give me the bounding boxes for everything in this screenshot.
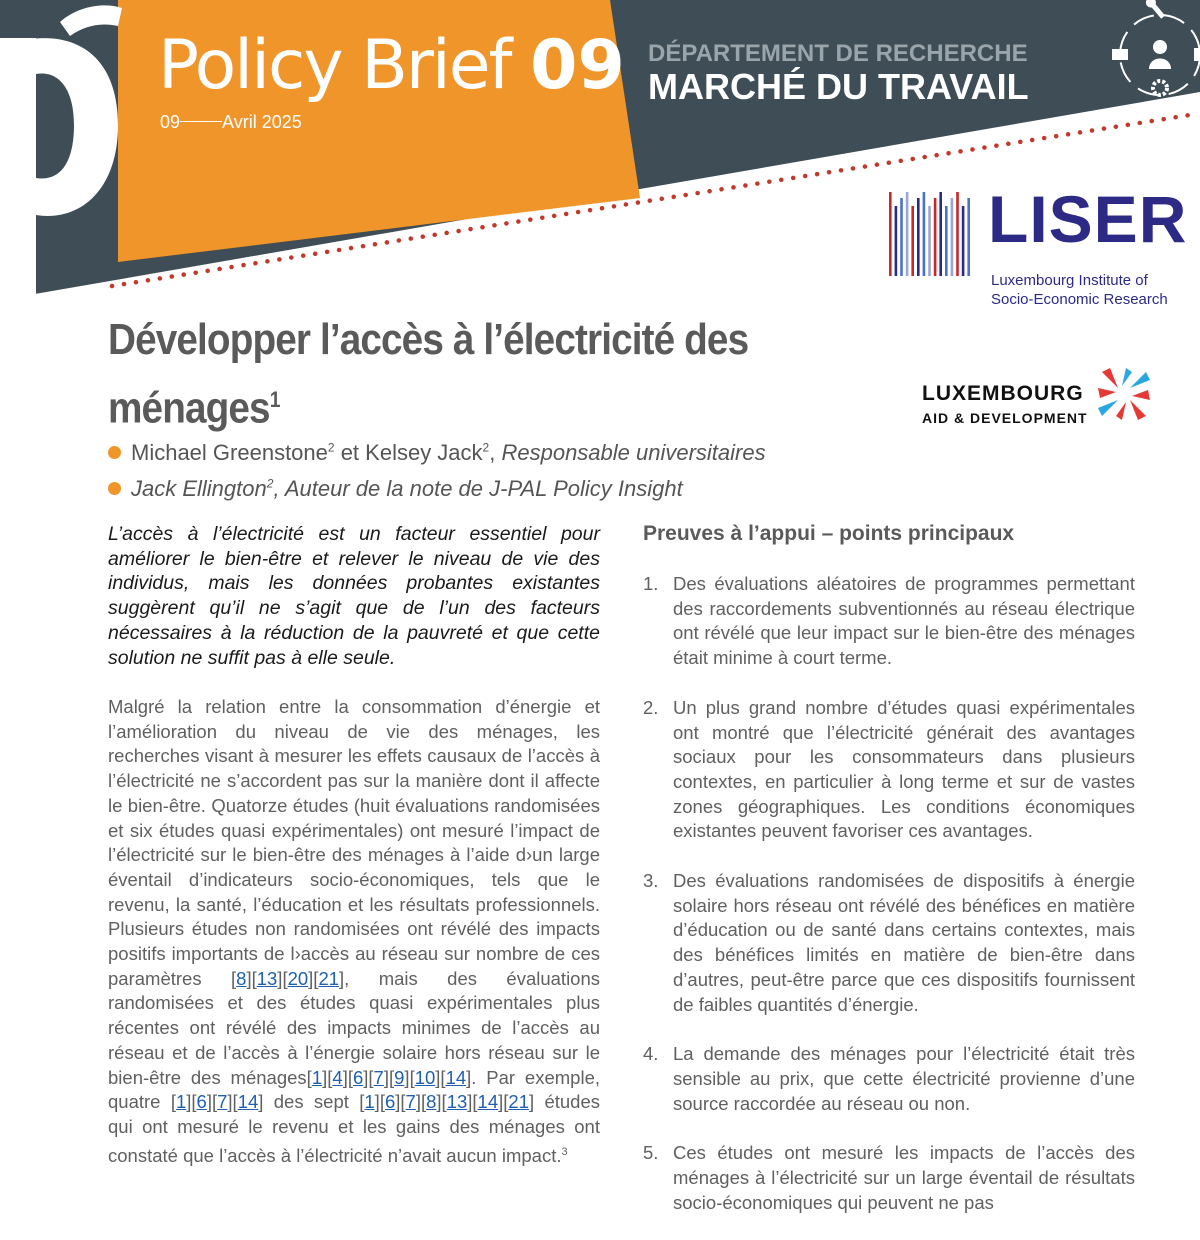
grid-icon bbox=[1194, 48, 1200, 61]
reference-link[interactable]: 6 bbox=[196, 1091, 207, 1113]
body-paragraph: Malgré la relation entre la consommation d’énergie et l’amélioration du niveau de vie des ménages, les recherches visant à mesurer les effets causaux de l’accès à l’électricité ne s’accordent pas sur la manière dont il affecte le bien-être. Quatorze études (huit évaluations randomisées et six études quasi expérimentales) ont mesuré l’impact de l’électricité sur le bien-être des ménages à l’aide d›un large éventail d’indicateurs socio-économiques, tels que le revenu, la santé, l’éducation et les résultats professionnels. Plusieurs études non randomisées ont révélé des impacts positifs importants de l›accès au réseau sur nombre de ces paramètres [8][13][20][21], mais des évaluations randomisées et des études quasi expérimentales plus récentes ont révélé des impacts minimes de l’accès au réseau et de l’accès à l’énergie solaire hors réseau sur le bien-être des ménages[1][4][6][7][9][10][14]. Par exemple, quatre [1][6][7][14] des sept [1][6][7][8][13][14][21] études qui ont mesuré le revenu et les gains des ménages ont constaté que l’accès à l’électricité n’avait aucun impact.$^3$ bbox=[108, 696, 601, 1166]
reference-links-2[interactable]: [1][4][6][7][9][10][14] bbox=[306, 1066, 472, 1088]
barcode-stripe bbox=[939, 192, 942, 276]
reference-links-3[interactable]: [1][6][7][14] bbox=[170, 1091, 264, 1113]
liser-subtitle-1: Luxembourg Institute of bbox=[991, 272, 1148, 289]
liser-subtitle-2: Socio-Economic Research bbox=[991, 291, 1168, 308]
barcode-stripe bbox=[906, 192, 909, 276]
department-label: DÉPARTEMENT DE RECHERCHE bbox=[648, 40, 1028, 67]
lux-aid-subtitle: AID & DEVELOPMENT bbox=[922, 410, 1088, 426]
reference-links-4[interactable]: [1][6][7][8][13][14][21] bbox=[359, 1091, 535, 1113]
body-footnote: 3 bbox=[561, 1145, 568, 1158]
evidence-item-2: 2. Un plus grand nombre d’études quasi expérimentales ont montré que l’électricité générait des avantages sociaux pour les consommateurs dans plusieurs contextes, en particulier à long terme et sur de vastes zones géographiques. Les conditions économiques existantes peuvent favoriser ces avantages. bbox=[643, 696, 1135, 842]
series-title: Policy Brief 09 bbox=[158, 26, 625, 105]
issue-date: Avril 2025 bbox=[222, 112, 302, 132]
reference-link[interactable]: 10 bbox=[414, 1066, 436, 1088]
department-name: MARCHÉ DU TRAVAIL bbox=[648, 66, 1029, 107]
envelope-icon bbox=[1112, 49, 1128, 60]
barcode-stripe bbox=[928, 206, 931, 276]
issue-date-line bbox=[160, 112, 302, 133]
bullet-icon bbox=[108, 446, 121, 459]
luxembourg-aid-logo bbox=[922, 362, 1162, 432]
barcode-stripe bbox=[934, 198, 937, 276]
lux-aid-mark-icon bbox=[1092, 362, 1156, 426]
reference-link[interactable]: 9 bbox=[394, 1066, 405, 1088]
author-role: Responsable universitaires bbox=[501, 440, 766, 465]
barcode-stripe bbox=[962, 206, 965, 276]
evidence-item-4: 4. La demande des ménages pour l’électricité était très sensible au prix, que cette électricité provienne d’une source raccordée au réseau ou non. bbox=[643, 1043, 1135, 1114]
barcode-stripe bbox=[923, 192, 926, 276]
reference-link[interactable]: 7 bbox=[405, 1091, 416, 1113]
barcode-stripe bbox=[900, 198, 903, 276]
evidence-item-1: 1. Des évaluations aléatoires de programmes permettant des raccordements subventionnés au réseau électrique ont révélé que leur impact sur le bien-être des ménages était minime à court terme. bbox=[643, 573, 1135, 669]
barcode-stripe bbox=[956, 192, 959, 276]
reference-link[interactable]: 7 bbox=[217, 1091, 228, 1113]
series-number: 09 bbox=[530, 26, 625, 105]
reference-link[interactable]: 14 bbox=[237, 1091, 259, 1113]
author-line-1: Michael Greenstone$^2$ et Kelsey Jack$^2$, Responsable universitaires bbox=[108, 440, 766, 466]
evidence-item-3: 3. Des évaluations randomisées de dispositifs à énergie solaire hors réseau ont révélé des bénéfices en matière d’éducation ou de santé dans certains contextes, mais des bénéfices limités en matière de bien-être dans d’autres, peut-être parce que ces dispositifs fournissent de faibles quantités d’énergie. bbox=[643, 870, 1135, 1015]
reference-link[interactable]: 1 bbox=[311, 1066, 323, 1088]
evidence-item-5: 5. Ces études ont mesuré les impacts de l’accès des ménages à l’électricité sur un large éventail de résultats socio-économiques qui peuvent ne pas bbox=[643, 1142, 1135, 1213]
bullet-icon bbox=[108, 482, 121, 495]
reference-links-1[interactable]: [8][13][20][21] bbox=[231, 967, 345, 989]
title-footnote: 1 bbox=[269, 387, 280, 412]
barcode-stripe bbox=[889, 192, 892, 276]
reference-link[interactable]: 8 bbox=[236, 967, 247, 989]
reference-link[interactable]: 1 bbox=[175, 1091, 187, 1113]
evidence-list bbox=[643, 572, 1135, 1240]
barcode-stripe bbox=[911, 206, 914, 276]
reference-link[interactable]: 6 bbox=[352, 1066, 364, 1088]
reference-link[interactable]: 4 bbox=[332, 1066, 343, 1088]
reference-link[interactable]: 14 bbox=[445, 1066, 467, 1088]
barcode-stripe bbox=[951, 198, 954, 276]
barcode-stripe bbox=[945, 206, 948, 276]
reference-link[interactable]: 13 bbox=[256, 967, 278, 989]
reference-link[interactable]: 8 bbox=[426, 1091, 437, 1113]
reference-link[interactable]: 21 bbox=[318, 967, 340, 989]
intro-paragraph: L’accès à l’électricité est un facteur essentiel pour améliorer le bien-être et relever le niveau de vie des individus, mais les données probantes existantes suggèrent qu’il ne s’agit que de l’un des facteurs nécessaires à la réduction de la pauvreté et que cette solution ne suffit pas à elle seule. bbox=[108, 523, 600, 669]
barcode-stripe bbox=[967, 198, 970, 276]
barcode-stripe bbox=[917, 198, 920, 276]
author-line-2: Jack Ellington$^2$, Auteur de la note de J-PAL Policy Insight bbox=[108, 476, 683, 502]
liser-wordmark: LISER bbox=[988, 182, 1188, 256]
liser-barcode-icon bbox=[888, 192, 978, 276]
reference-link[interactable]: 1 bbox=[364, 1091, 375, 1113]
reference-link[interactable]: 7 bbox=[373, 1066, 384, 1088]
issue-number: 09 bbox=[160, 112, 181, 132]
liser-logo bbox=[888, 182, 1188, 308]
reference-link[interactable]: 6 bbox=[384, 1091, 396, 1113]
reference-link[interactable]: 13 bbox=[446, 1091, 468, 1113]
evidence-heading: Preuves à l’appui – points principaux bbox=[643, 522, 1015, 545]
lux-aid-name: LUXEMBOURG bbox=[922, 382, 1084, 405]
reference-link[interactable]: 21 bbox=[508, 1091, 529, 1113]
author-role: Auteur de la note de J-PAL Policy Insight bbox=[284, 476, 683, 501]
barcode-stripe bbox=[895, 206, 898, 276]
reference-link[interactable]: 14 bbox=[477, 1091, 499, 1113]
article-title: Développer l’accès à l’électricité des ménages$^1$ bbox=[108, 315, 749, 433]
reference-link[interactable]: 20 bbox=[287, 967, 309, 989]
